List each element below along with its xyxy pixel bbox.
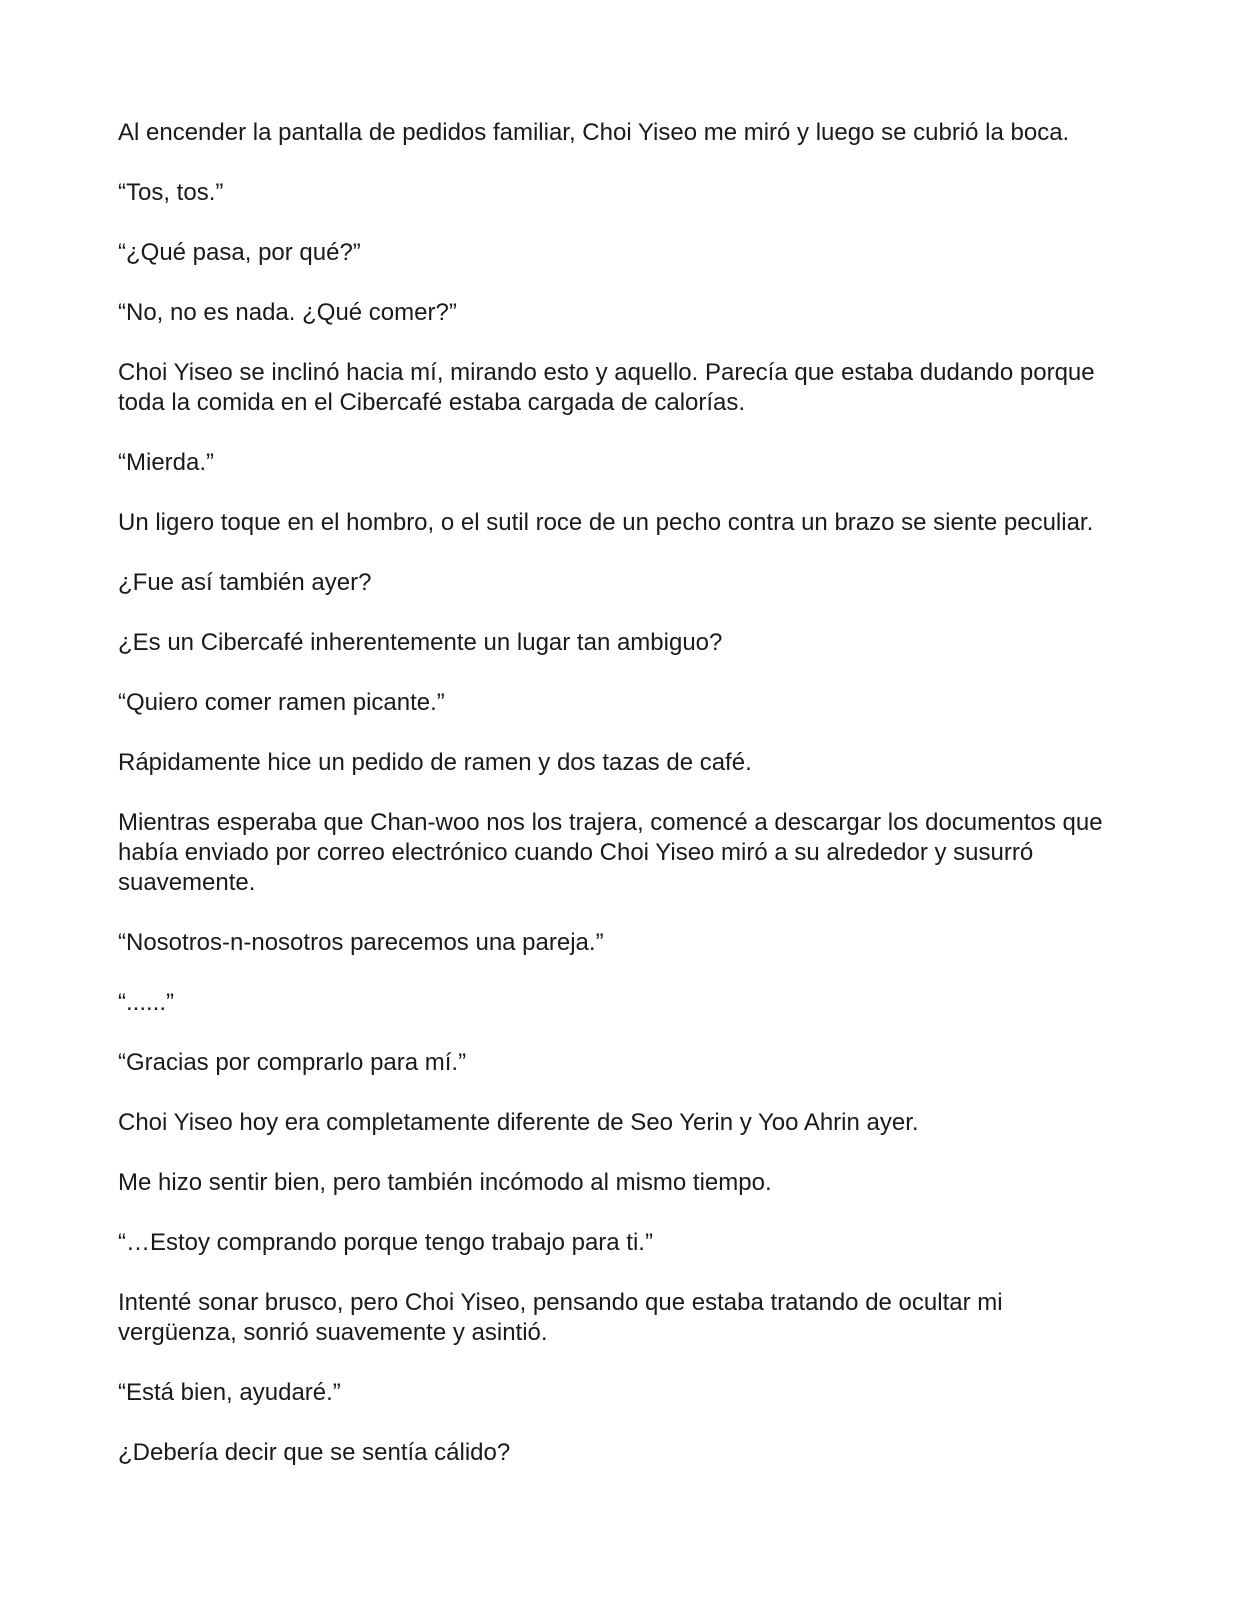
paragraph: Al encender la pantalla de pedidos familiar, Choi Yiseo me miró y luego se cubrió la boca. [118,119,1070,146]
paragraph: Rápidamente hice un pedido de ramen y dos tazas de café. [118,749,752,776]
paragraph: “Tos, tos.” [118,179,224,206]
paragraph: “…Estoy comprando porque tengo trabajo para ti.” [118,1229,653,1256]
paragraph: “No, no es nada. ¿Qué comer?” [118,299,457,326]
paragraph: ¿Debería decir que se sentía cálido? [118,1439,511,1466]
paragraph: Choi Yiseo se inclinó hacia mí, mirando esto y aquello. Parecía que estaba dudando porque toda la comida en el Cibercafé estaba cargada de calorías. [118,359,1095,416]
paragraph: ¿Es un Cibercafé inherentemente un lugar tan ambiguo? [118,629,723,656]
paragraph: Me hizo sentir bien, pero también incómodo al mismo tiempo. [118,1169,772,1196]
paragraph: Intenté sonar brusco, pero Choi Yiseo, pensando que estaba tratando de ocultar mi vergüenza, sonrió suavemente y asintió. [118,1289,1003,1346]
paragraph: ¿Fue así también ayer? [118,569,372,596]
paragraph: Un ligero toque en el hombro, o el sutil roce de un pecho contra un brazo se siente peculiar. [118,509,1094,536]
paragraph: “Está bien, ayudaré.” [118,1379,341,1406]
paragraph: “......” [118,989,174,1016]
paragraph: “Gracias por comprarlo para mí.” [118,1049,467,1076]
paragraph: “¿Qué pasa, por qué?” [118,239,361,266]
paragraph: “Nosotros-n-nosotros parecemos una pareja.” [118,929,604,956]
paragraph: Mientras esperaba que Chan-woo nos los trajera, comencé a descargar los documentos que había enviado por correo electrónico cuando Choi Yiseo miró a su alrededor y susurró suavemente. [118,809,1103,896]
paragraph: Choi Yiseo hoy era completamente diferente de Seo Yerin y Yoo Ahrin ayer. [118,1109,919,1136]
paragraph: “Quiero comer ramen picante.” [118,689,445,716]
paragraph: “Mierda.” [118,449,215,476]
